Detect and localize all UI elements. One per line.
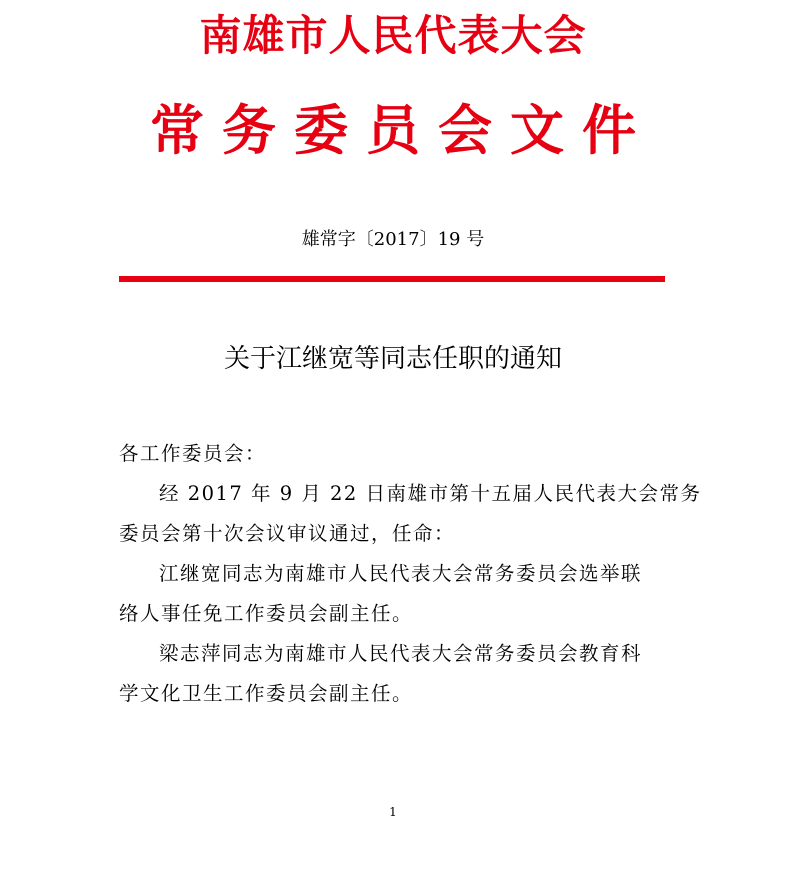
issuer-document-type: 常务委员会文件: [150, 99, 654, 162]
paragraph-2-line-1: 江继宽同志为南雄市人民代表大会常务委员会选举联: [159, 562, 643, 585]
document-title: 关于江继宽等同志任职的通知: [223, 344, 562, 374]
paragraph-1-line-1: 经 2017 年 9 月 22 日南雄市第十五届人民代表大会常务: [159, 482, 702, 505]
red-divider: [119, 276, 665, 282]
document-number: 雄常字〔2017〕19 号: [301, 229, 485, 250]
paragraph-3-line-1: 梁志萍同志为南雄市人民代表大会常务委员会教育科: [159, 642, 643, 665]
salutation: 各工作委员会：: [119, 442, 267, 465]
paragraph-1-line-2: 委员会第十次会议审议通过，任命：: [119, 522, 456, 545]
paragraph-3-line-2: 学文化卫生工作委员会副主任。: [119, 682, 414, 705]
paragraph-2-line-2: 络人事任免工作委员会副主任。: [119, 602, 414, 625]
issuer-name: 南雄市人民代表大会: [199, 11, 587, 60]
page-number: 1: [389, 805, 397, 819]
